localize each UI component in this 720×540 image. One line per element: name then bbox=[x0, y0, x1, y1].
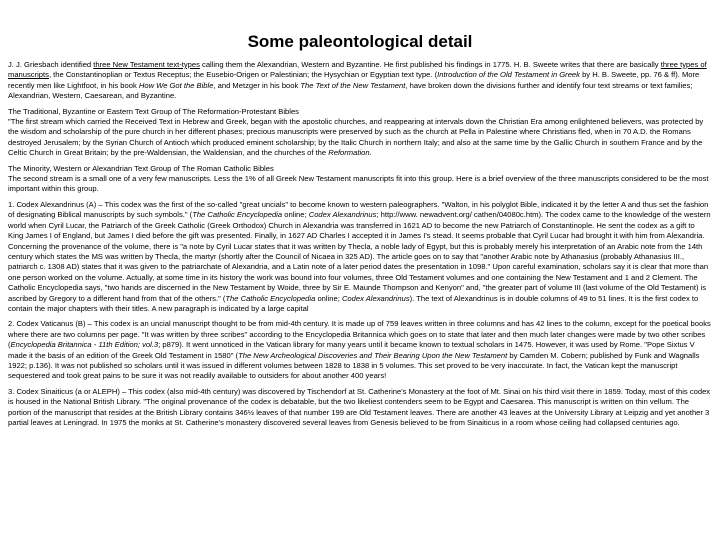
paragraph-intro bbox=[8, 60, 712, 102]
text-span: , the Constantinoplian or Textus Receptus; the Eusebio-Origen or Palestinian; the Hysychian or Egyptian text type. ( bbox=[48, 70, 438, 80]
paragraph-byzantine bbox=[8, 107, 712, 159]
source-title: Encyclopedia Britannica - 11th Edition; vol.3 bbox=[10, 340, 159, 350]
text-span: , and Metzger in his book bbox=[213, 80, 301, 90]
text-span: online; bbox=[282, 210, 309, 220]
document-body bbox=[8, 60, 712, 428]
text-span: ). The text of Alexandrinus is in double columns of 49 to 51 lines. It is the first codex to contain the major chapters with their titles. A new paragraph is indicated by a large capital bbox=[8, 293, 699, 313]
text-span: , have broken down the divisions further and identify four text streams or text families; Alexandrian, Western, Caesarean, and Byzantine. bbox=[8, 80, 693, 101]
paragraph-codex-sinaiticus bbox=[8, 387, 712, 429]
source-title: The Catholic Encyclopedia bbox=[192, 210, 283, 220]
text-span: ; http://www. newadvent.org/ cathen/04080c.htm). The codex came to the knowledge of the western world when Cyril Lucar, the Patriarch of the Greek Catholic (Greek Orthodox) Church in Alexandria was transferred in 1621 AD to become the new Patriarch of Constantinople. He sent the codex as a gift to King James I of England, but James I died before the gift was presented. Finally, in 1627 AD Charles I accepted it in James I's stead. It seems probable that Cyril Lucar had brought it with him from Alexandria. Concerning the provenance of the volume, there is "a note by Cyril Lucar states that it was written by Thecla, a noble lady of Egypt, but this is probably merely his interpretation of an Arabic note from the 14th century which states the MS was written by Thecla, the martyr (shortly after the Council of Nicaea in 325 AD). The article goes on to say that "another Arabic note by Athanasius (probably Athanasius III., patriarch c. 1308 AD) states that it was given to the patriarchate of Alexandria, and a Latin note of a later period dates the presentation in 1098." Upon careful examination, scholars say it is clear that more than one person worked on the volume. Actually, at some time in its history the work was bound into four volumes, three Old Testament volumes and one containing the New Testament and 1 and 2 Clement. The Catholic Encyclopedia says, "two hands are discerned in the New Testament by Woide, three by Sir E. Maunde Thompson and Kenyon" and, "the greater part of volume III (last volume of the Old Testament) is ascribed by Gregory to a different hand from that of the others." ( bbox=[8, 210, 711, 303]
paragraph-alexandrian bbox=[8, 164, 712, 195]
text-span: ; p879). It went unnoticed in the Vatican library for many years until it became known to textual scholars in 1475. However, it was used by Rome. "Pope Sixtus V made it the basis of an edition of the Greek Old Testament in 1580" ( bbox=[8, 340, 695, 360]
book-title: The Text of the New Testament bbox=[300, 80, 406, 90]
section-heading-alexandrian: The Minority, Western or Alexandrian Text Group of The Roman Catholic Bibles bbox=[8, 163, 274, 173]
text-span: J. J. Griesbach identified bbox=[8, 60, 94, 69]
text-span: . bbox=[369, 148, 372, 158]
paragraph-codex-alexandrinus bbox=[8, 200, 712, 314]
section-heading-byzantine: The Traditional, Byzantine or Eastern Text Group of The Reformation-Protestant Bibles bbox=[8, 106, 299, 116]
text-span: online; bbox=[315, 293, 342, 303]
text-span: by H. B. Sweete, pp. 76 & ff). More recently men like Lightfoot, in his book bbox=[8, 70, 700, 90]
text-types-link[interactable]: three New Testament text-types bbox=[93, 60, 200, 69]
manuscript-types-link[interactable]: three types of manuscripts bbox=[8, 60, 707, 80]
paragraph-text: 3. Codex Sinaiticus (a or ALEPH) – This codex (also mid-4th century) was discovered by Tischendorf at St. Catherine's Monastery at the foot of Mt. Sinai on his third visit there in 1859. Today, most of this codex is housed in the National British Library. "The original provenance of the codex is debatable, but the two likeliest contenders seem to be Egypt and Caesarea. This manuscript is written on thin vellum. The portion of the manuscript that resides at the British Library contains 346½ leaves of that number 199 are Old Testament leaves. There are another 43 leaves at the University Library at Leipzig and yet another 3 partial leaves at Leningrad. In 1975 the monks at St. Catherine's monastery discovered several leaves from Genesis believed to be from Sinaiticus in a room whose ceiling had collapsed centuries ago. bbox=[8, 386, 711, 427]
emphasis-text: Reformation bbox=[328, 148, 370, 158]
text-span: "The first stream which carried the Received Text in Hebrew and Greek, began with the apostolic churches, and reappearing at intervals down the Christian Era among enlightened believers, was protected by the wisdom and scholarship of the pure church in her different phases; precious manuscripts were preserved by such as the church at Pella in Palestine where Christians fled, when in 70 A.D. the Romans destroyed Jerusalem; by the Syrian Church of Antioch which produced eminent scholarship; by the Italic Church in northern Italy; and also at the same time by the Gallic Church in southern France and by the Celtic Church in Great Britain; by the pre-Waldensian, the Waldensian, and the churches of the bbox=[8, 117, 704, 158]
text-span: calling them the Alexandrian, Western and Byzantine. He first published his findings in 1775. H. B. Sweete writes that there are basically bbox=[199, 60, 661, 69]
source-title: Codex Alexandrinus bbox=[308, 210, 377, 220]
paragraph-text: The second stream is a small one of a very few manuscripts. Less the 1% of all Greek New Testament manuscripts fit into this group. Here is a brief overview of the three manuscripts considered to be the most important within this group. bbox=[8, 174, 709, 194]
text-span: by Camden M. Cobern; published by Funk and Wagnalls 1922; p.136). It was not published so scholars until it was issued in different volumes between 1828 to 1838 in 5 volumes. This set proved to be very inaccurate. In fact, the Vatican kept the manuscript sequestered and took great pains to be sure it was not readily available to outsiders for about another 400 years! bbox=[8, 350, 700, 381]
book-title: Introduction of the Old Testament in Greek bbox=[437, 70, 580, 80]
page-title: Some paleontological detail bbox=[247, 32, 473, 51]
source-title: The New Archeological Discoveries and Their Bearing Upon the New Testament bbox=[238, 350, 508, 360]
source-title: The Catholic Encyclopedia bbox=[225, 293, 316, 303]
book-title: How We Got the Bible bbox=[138, 80, 214, 90]
text-span: 2. Codex Vaticanus (B) – This codex is an uncial manuscript thought to be from mid-4th century. It is made up of 759 leaves written in three columns and has 42 lines to the column, except for the poetical books where there are two columns per page. "It was written by three scribes" according to the Encyclopedia Britannica which goes on to state that later and then much later changes were made by two other scribes ( bbox=[8, 319, 711, 350]
paragraph-codex-vaticanus bbox=[8, 319, 712, 381]
source-title: Codex Alexandrinus bbox=[341, 293, 410, 303]
text-span: 1. Codex Alexandrinus (A) – This codex was the first of the so-called "great uncials" to become known to western paleographers. "Walton, in his polyglot Bible, indicated it by the letter A and thus set the fashion of designating Biblical manuscripts by such symbols." ( bbox=[8, 199, 709, 220]
